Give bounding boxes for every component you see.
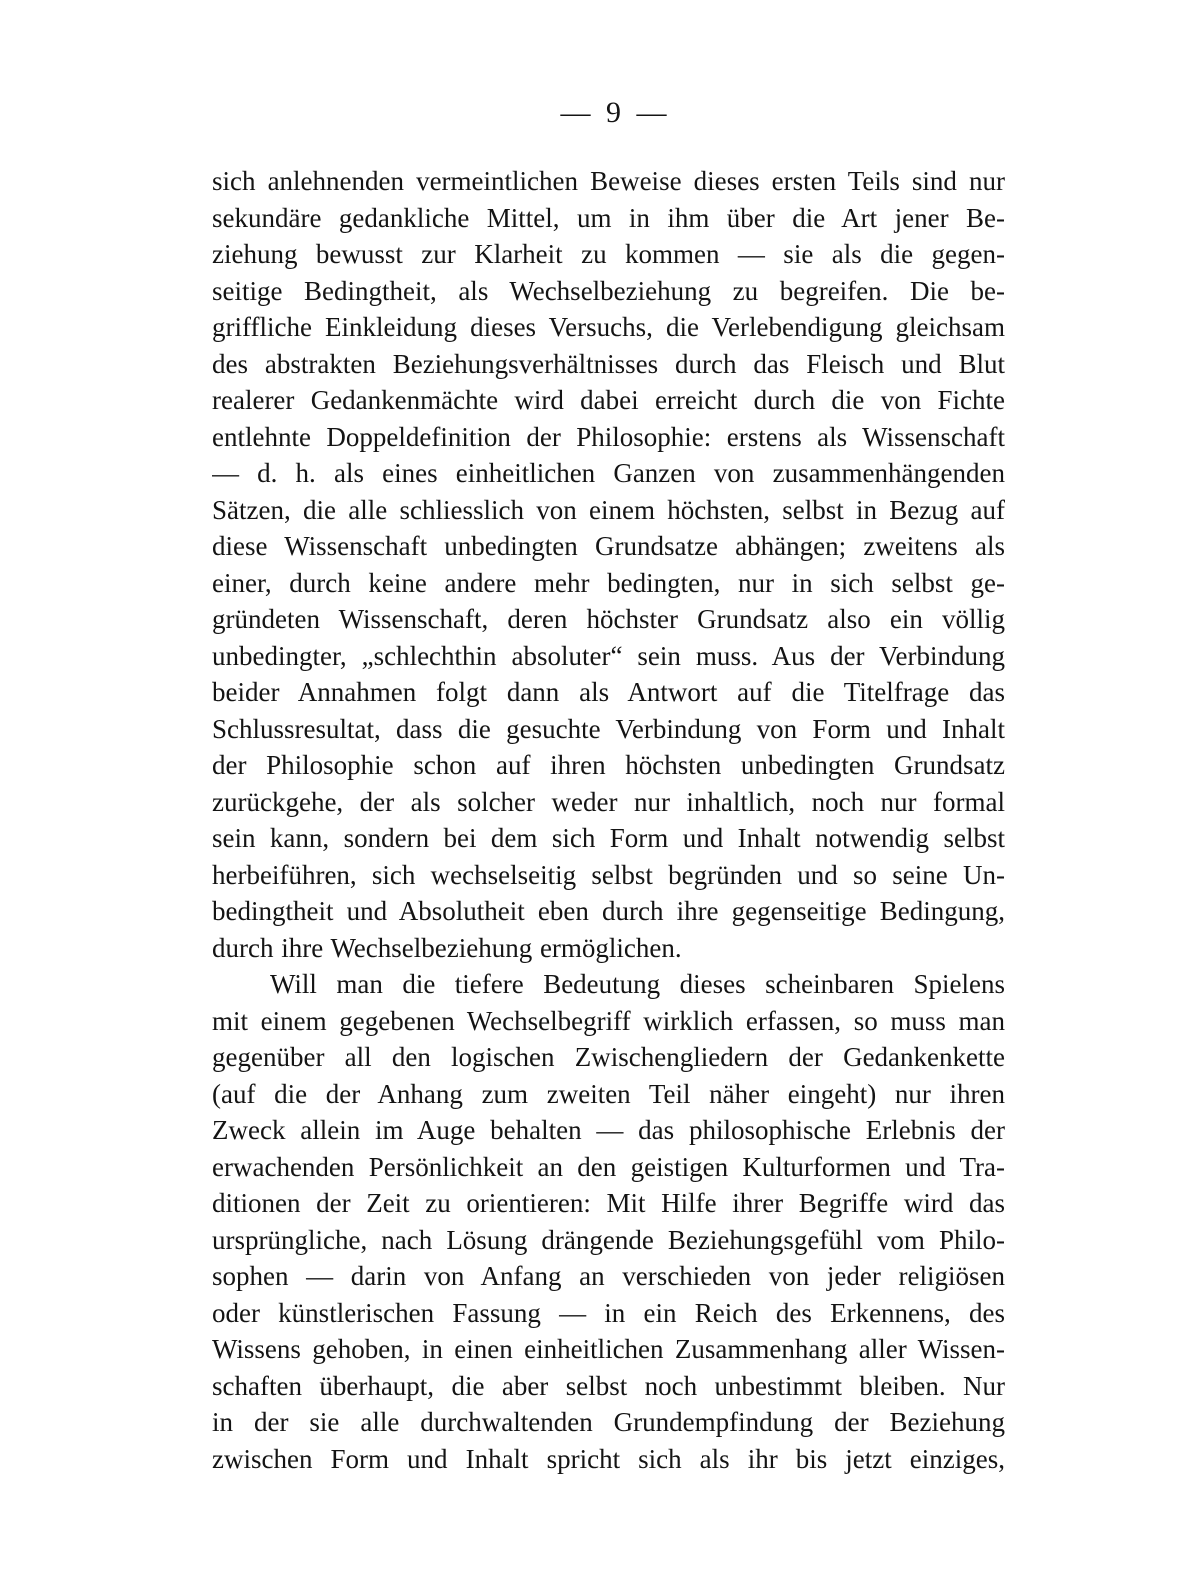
text-line: (auf die der Anhang zum zweiten Teil näher eingeht) nur ihren [212,1078,1005,1109]
text-line: durch ihre Wechselbeziehung ermöglichen. [212,932,682,963]
text-line: Wissens gehoben, in einen einheitlichen Zusammenhang aller Wissen- [212,1334,1005,1364]
text-line: ziehung bewusst zur Klarheit zu kommen — sie als die gegen- [212,239,1005,269]
text-line: beider Annahmen folgt dann als Antwort auf die Titelfrage das [212,677,1005,707]
text-line: ursprüngliche, nach Lösung drängende Beziehungsgefühl vom Philo- [212,1224,1005,1255]
text-line: schaften überhaupt, die aber selbst noch unbestimmt bleiben. Nur [212,1370,1005,1401]
text-line: herbeiführen, sich wechselseitig selbst begründen und so seine Un- [212,859,1005,890]
text-line: Sätzen, die alle schliesslich von einem höchsten, selbst in Bezug auf [212,494,1005,525]
text-line: diese Wissenschaft unbedingten Grundsatze abhängen; zweitens als [212,531,1005,561]
text-line: — d. h. als eines einheitlichen Ganzen von zusammenhängenden [212,458,1005,488]
text-line: Schlussresultat, dass die gesuchte Verbindung von Form und Inhalt [212,713,1005,744]
text-line: sekundäre gedankliche Mittel, um in ihm über die Art jener Be- [212,202,1005,233]
text-line: seitige Bedingtheit, als Wechselbeziehung zu begreifen. Die be- [212,275,1005,306]
text-line: entlehnte Doppeldefinition der Philosophie: erstens als Wissenschaft [212,421,1005,452]
text-line: oder künstlerischen Fassung — in ein Reich des Erkennens, des [212,1297,1005,1328]
text-line: sein kann, sondern bei dem sich Form und Inhalt notwendig selbst [212,823,1005,853]
body-text [212,163,1005,1477]
text-line: sich anlehnenden vermeintlichen Beweise dieses ersten Teils sind nur [212,166,1005,196]
text-line: einer, durch keine andere mehr bedingten, nur in sich selbst ge- [212,567,1005,598]
text-line: unbedingter, „schlechthin absoluter“ sein muss. Aus der Verbindung [212,640,1005,671]
text-line: mit einem gegebenen Wechselbegriff wirklich erfassen, so muss man [212,1005,1005,1036]
text-line: realerer Gedankenmächte wird dabei erreicht durch die von Fichte [212,385,1005,415]
paragraph-1 [212,163,1005,966]
text-line: in der sie alle durchwaltenden Grundempfindung der Beziehung [212,1407,1005,1437]
text-line: der Philosophie schon auf ihren höchsten unbedingten Grundsatz [212,750,1005,780]
text-line: griffliche Einkleidung dieses Versuchs, die Verlebendigung gleichsam [212,312,1005,342]
text-line: zwischen Form und Inhalt spricht sich als ihr bis jetzt einziges, [212,1443,1005,1474]
paragraph-2 [212,966,1005,1477]
text-line: gründeten Wissenschaft, deren höchster Grundsatz also ein völlig [212,604,1005,634]
text-line: Zweck allein im Auge behalten — das philosophische Erlebnis der [212,1115,1005,1145]
text-line: erwachenden Persönlichkeit an den geistigen Kulturformen und Tra- [212,1151,1005,1182]
text-line: ditionen der Zeit zu orientieren: Mit Hilfe ihrer Begriffe wird das [212,1188,1005,1218]
text-line: zurückgehe, der als solcher weder nur inhaltlich, noch nur formal [212,786,1005,817]
text-line: des abstrakten Beziehungsverhältnisses durch das Fleisch und Blut [212,348,1005,379]
page-number: — 9 — [560,96,671,129]
text-line: sophen — darin von Anfang an verschieden von jeder religiösen [212,1261,1005,1291]
text-line: gegenüber all den logischen Zwischengliedern der Gedankenkette [212,1042,1005,1072]
text-line: bedingtheit und Absolutheit eben durch ihre gegenseitige Bedingung, [212,896,1005,926]
text-line: Will man die tiefere Bedeutung dieses scheinbaren Spielens [270,969,1005,999]
